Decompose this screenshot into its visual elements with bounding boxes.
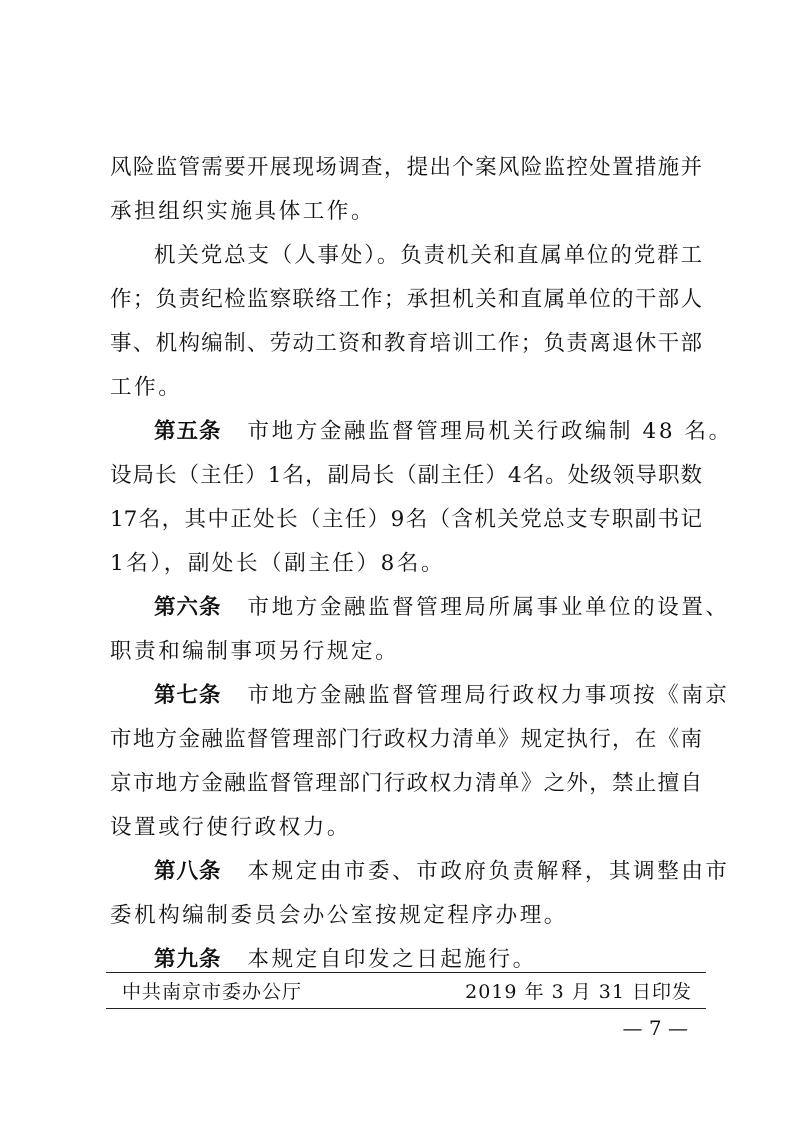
text-line: 17名，其中正处长（主任）9名（含机关党总支专职副书记 [110, 507, 702, 532]
text-line: 风险监管需要开展现场调查，提出个案风险监控处置措施并 [110, 155, 702, 180]
footer-divider-bottom [106, 1008, 706, 1009]
text-line: 作；负责纪检监察联络工作；承担机关和直属单位的干部人 [110, 287, 702, 312]
text-line: 设局长（主任）1名，副局长（副主任）4名。处级领导职数 [110, 463, 702, 488]
document-body [110, 146, 733, 982]
text-line: 京市地方金融监督管理部门行政权力清单》之外，禁止擅自 [110, 771, 702, 796]
text-line: 工作。 [110, 375, 183, 400]
article-7-first-line [110, 674, 730, 718]
article-5-first-line [110, 410, 733, 454]
footer-issuer: 中共南京市委办公厅 [122, 981, 303, 1003]
article-text: 本规定由市委、市政府负责解释，其调整由市 [247, 859, 730, 884]
text-line: 市地方金融监督管理部门行政权力清单》规定执行，在《南 [110, 727, 702, 752]
article-heading: 第九条 [154, 947, 222, 972]
article-text: 市地方金融监督管理局机关行政编制 48 名。 [247, 419, 733, 444]
footer-divider-top [106, 972, 706, 973]
article-heading: 第五条 [154, 419, 222, 444]
article-heading: 第八条 [154, 859, 222, 884]
text-line: 委机构编制委员会办公室按规定程序办理。 [110, 903, 568, 928]
text-line: 事、机构编制、劳动工资和教育培训工作；负责离退休干部 [110, 331, 702, 356]
page-number: — 7 — [622, 1016, 688, 1040]
article-6-first-line [110, 586, 730, 630]
text-line: 职责和编制事项另行规定。 [110, 639, 400, 664]
article-heading: 第六条 [154, 595, 222, 620]
text-line: 机关党总支（人事处）。负责机关和直属单位的党群工 [154, 243, 702, 268]
footer-date: 2019 年 3 月 31 日印发 [465, 981, 692, 1003]
text-line: 设置或行使行政权力。 [110, 815, 352, 840]
text-line: 1名），副处长（副主任）8名。 [110, 551, 446, 576]
article-text: 市地方金融监督管理局所属事业单位的设置、 [247, 595, 730, 620]
article-text: 本规定自印发之日起施行。 [247, 947, 537, 972]
article-9-first-line [110, 938, 702, 982]
article-heading: 第七条 [154, 683, 222, 708]
article-text: 市地方金融监督管理局行政权力事项按《南京 [247, 683, 730, 708]
text-line: 承担组织实施具体工作。 [110, 199, 376, 224]
article-8-first-line [110, 850, 730, 894]
